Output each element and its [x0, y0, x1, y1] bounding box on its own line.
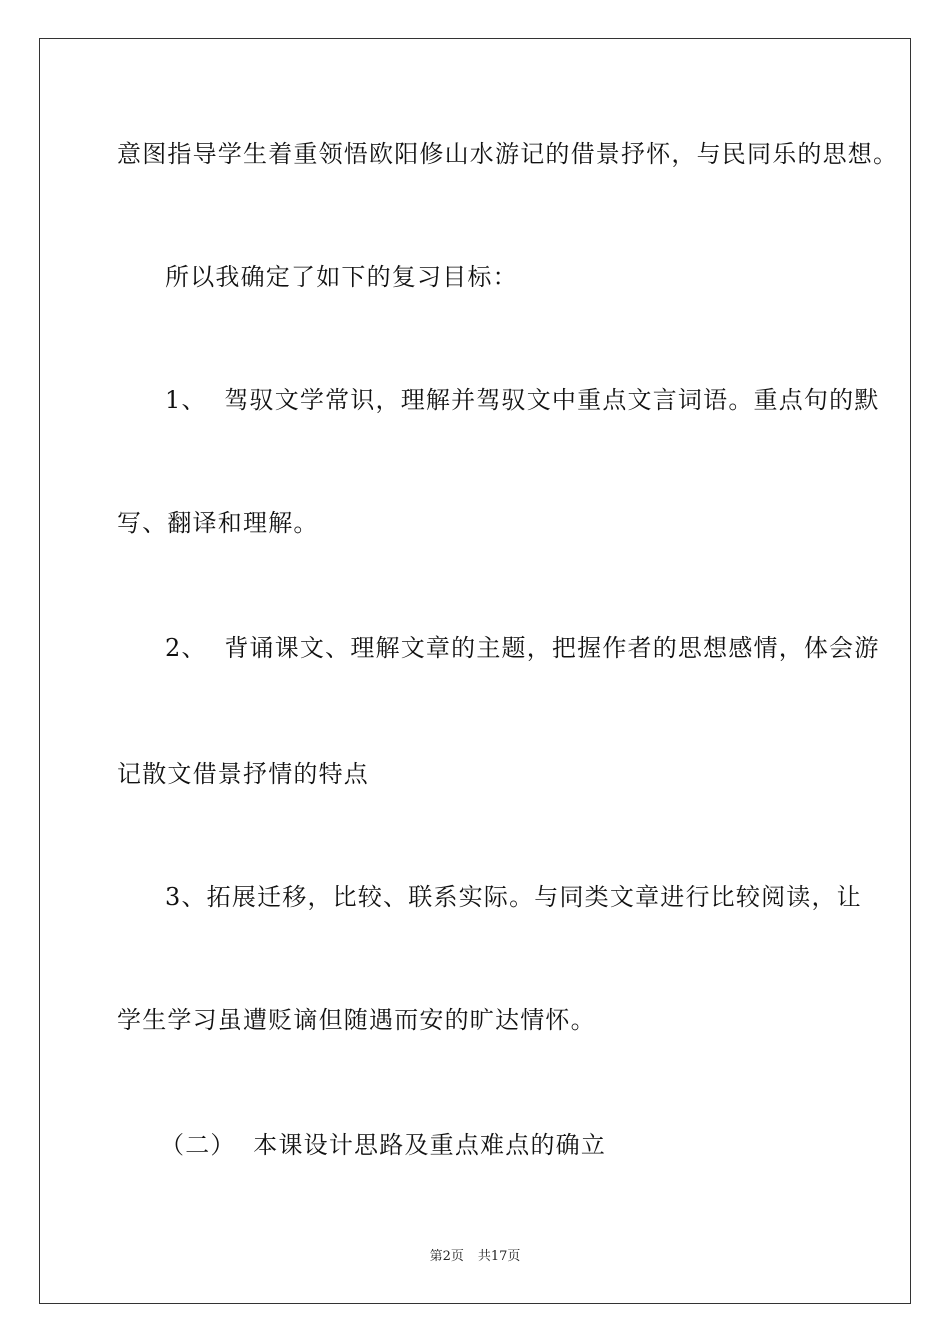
paragraph-line: 记散文借景抒情的特点 — [117, 760, 369, 788]
paragraph-line: 3、拓展迁移，比较、联系实际。与同类文章进行比较阅读，让 — [165, 883, 862, 911]
section-heading: （二） 本课设计思路及重点难点的确立 — [160, 1131, 607, 1159]
paragraph-line: 所以我确定了如下的复习目标： — [165, 263, 518, 291]
paragraph-line: 2、 背诵课文、理解文章的主题，把握作者的思想感情，体会游 — [165, 634, 880, 662]
paragraph-line: 学生学习虽遭贬谪但随遇而安的旷达情怀。 — [117, 1006, 596, 1034]
page-border — [39, 38, 911, 1304]
paragraph-line: 意图指导学生着重领悟欧阳修山水游记的借景抒怀，与民同乐的思想。 — [117, 140, 899, 168]
page-footer — [0, 1248, 950, 1266]
page-number: 第2页 — [429, 1249, 464, 1264]
page-total: 共17页 — [477, 1249, 521, 1264]
paragraph-line: 写、翻译和理解。 — [117, 509, 319, 537]
paragraph-line: 1、 驾驭文学常识，理解并驾驭文中重点文言词语。重点句的默 — [165, 386, 880, 414]
